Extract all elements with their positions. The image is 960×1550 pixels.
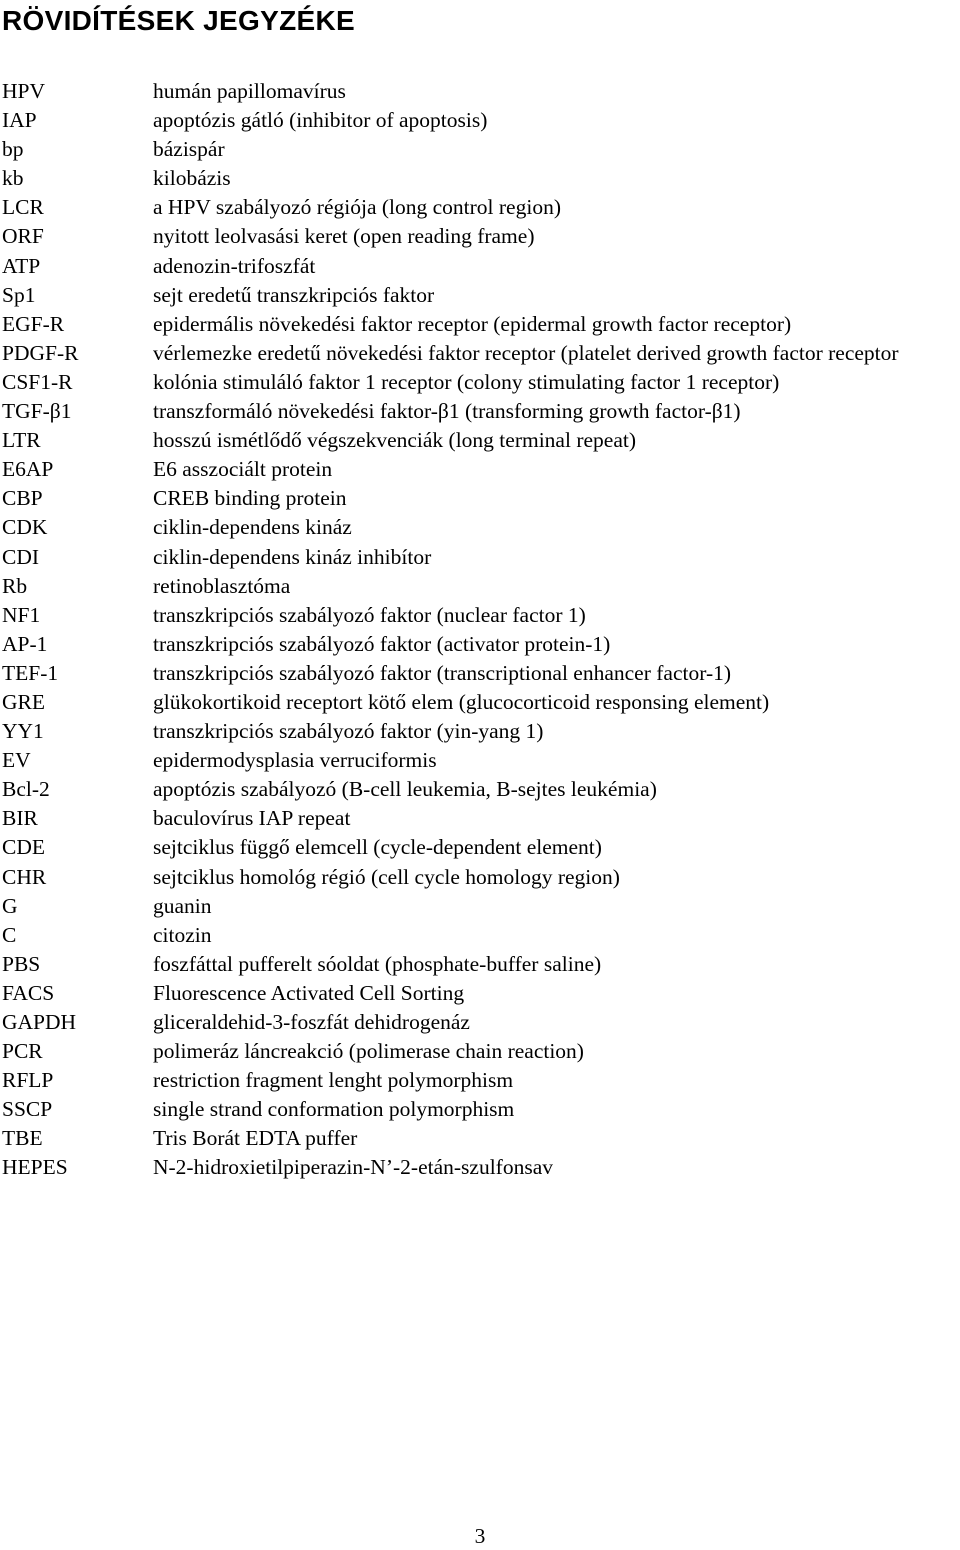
abbreviation-definition: Tris Borát EDTA puffer: [153, 1126, 358, 1151]
abbreviation-term: LCR: [2, 195, 44, 220]
abbreviation-term: G: [2, 893, 18, 918]
abbreviation-term: ATP: [2, 253, 41, 278]
abbreviation-definition: sejt eredetű transzkripciós faktor: [153, 282, 435, 307]
abbreviation-definition: transzkripciós szabályozó faktor (nuclear factor 1): [153, 602, 586, 627]
abbreviation-term: PCR: [2, 1039, 43, 1064]
abbreviation-term: CBP: [2, 486, 43, 511]
abbreviation-term: EGF-R: [2, 311, 65, 336]
abbreviation-definition: E6 asszociált protein: [153, 457, 333, 482]
abbreviation-term: SSCP: [2, 1097, 53, 1122]
abbreviation-definition: kolónia stimuláló faktor 1 receptor (colony stimulating factor 1 receptor): [153, 369, 780, 394]
abbreviation-row: [2, 630, 958, 659]
abbreviation-row: [2, 1037, 958, 1066]
abbreviation-term: HPV: [2, 79, 46, 103]
abbreviation-definition: foszfáttal pufferelt sóoldat (phosphate-buffer saline): [153, 951, 602, 976]
page-title: RÖVIDÍTÉSEK JEGYZÉKE: [2, 5, 355, 36]
abbreviation-definition: polimeráz láncreakció (polimerase chain reaction): [153, 1039, 584, 1064]
abbreviation-row: [2, 717, 958, 746]
abbreviation-definition: citozin: [153, 922, 212, 947]
abbreviation-definition: adenozin-trifoszfát: [153, 253, 316, 278]
abbreviation-row: [2, 659, 958, 688]
abbreviation-row: [2, 106, 958, 135]
abbreviation-row: [2, 804, 958, 833]
abbreviation-definition: nyitott leolvasási keret (open reading frame): [153, 224, 535, 249]
abbreviation-term: Bcl-2: [2, 777, 50, 802]
abbreviation-definition: vérlemezke eredetű növekedési faktor receptor (platelet derived growth factor receptor: [153, 340, 899, 365]
abbreviation-row: [2, 1124, 958, 1153]
abbreviation-term: HEPES: [2, 1155, 68, 1180]
abbreviation-term: RFLP: [2, 1068, 54, 1093]
abbreviation-definition: hosszú ismétlődő végszekvenciák (long terminal repeat): [153, 428, 636, 453]
abbreviation-row: [2, 513, 958, 542]
abbreviation-term: CHR: [2, 864, 47, 889]
abbreviation-row: [2, 979, 958, 1008]
abbreviation-definition: transzkripciós szabályozó faktor (yin-yang 1): [153, 719, 544, 744]
abbreviation-term: GRE: [2, 689, 45, 714]
abbreviation-row: [2, 164, 958, 193]
abbreviation-list: [2, 77, 958, 1183]
abbreviation-row: [2, 77, 958, 106]
abbreviation-term: bp: [2, 137, 24, 162]
abbreviation-definition: epidermodysplasia verruciformis: [153, 748, 437, 773]
abbreviation-term: C: [2, 922, 17, 947]
abbreviation-definition: apoptózis gátló (inhibitor of apoptosis): [153, 108, 488, 133]
abbreviation-term: ORF: [2, 224, 44, 249]
abbreviation-row: [2, 543, 958, 572]
abbreviation-row: [2, 368, 958, 397]
abbreviation-term: NF1: [2, 602, 41, 627]
abbreviation-term: IAP: [2, 108, 37, 133]
abbreviation-row: [2, 1095, 958, 1124]
abbreviation-definition: sejtciklus homológ régió (cell cycle homology region): [153, 864, 620, 889]
abbreviation-definition: baculovírus IAP repeat: [153, 806, 351, 831]
abbreviation-term: CDK: [2, 515, 48, 540]
abbreviation-term: GAPDH: [2, 1010, 77, 1034]
abbreviation-term: E6AP: [2, 457, 54, 482]
abbreviation-term: CDE: [2, 835, 45, 860]
abbreviation-term: TGF-β1: [2, 399, 72, 424]
abbreviation-definition: transzkripciós szabályozó faktor (transcriptional enhancer factor-1): [153, 660, 732, 685]
abbreviation-term: TBE: [2, 1126, 43, 1151]
abbreviation-definition: ciklin-dependens kináz inhibítor: [153, 544, 432, 569]
abbreviation-row: [2, 1008, 958, 1037]
abbreviation-term: YY1: [2, 719, 44, 744]
abbreviation-row: [2, 339, 958, 368]
abbreviation-row: [2, 281, 958, 310]
abbreviation-term: LTR: [2, 428, 41, 453]
abbreviation-term: CSF1-R: [2, 369, 73, 394]
abbreviation-row: [2, 601, 958, 630]
abbreviation-row: [2, 426, 958, 455]
page-number: 3: [474, 1524, 486, 1548]
abbreviation-row: [2, 1153, 958, 1182]
abbreviation-row: [2, 950, 958, 979]
abbreviation-definition: sejtciklus függő elemcell (cycle-dependent element): [153, 835, 602, 860]
abbreviation-definition: humán papillomavírus: [153, 79, 346, 103]
abbreviation-term: Sp1: [2, 282, 36, 307]
abbreviation-row: [2, 688, 958, 717]
abbreviation-definition: transzkripciós szabályozó faktor (activator protein-1): [153, 631, 611, 656]
abbreviation-definition: single strand conformation polymorphism: [153, 1097, 515, 1122]
abbreviation-definition: bázispár: [153, 137, 225, 162]
abbreviation-row: [2, 222, 958, 251]
abbreviation-term: TEF-1: [2, 660, 59, 685]
abbreviation-row: [2, 892, 958, 921]
abbreviation-term: PBS: [2, 951, 41, 976]
abbreviation-definition: glükokortikoid receptort kötő elem (glucocorticoid responsing element): [153, 689, 770, 714]
abbreviation-definition: CREB binding protein: [153, 486, 347, 511]
abbreviation-definition: N-2-hidroxietilpiperazin-N’-2-etán-szulfonsav: [153, 1155, 553, 1180]
abbreviation-row: [2, 484, 958, 513]
abbreviation-definition: retinoblasztóma: [153, 573, 291, 598]
abbreviation-term: EV: [2, 748, 31, 773]
abbreviation-term: AP-1: [2, 631, 48, 656]
abbreviation-definition: restriction fragment lenght polymorphism: [153, 1068, 514, 1093]
abbreviation-definition: Fluorescence Activated Cell Sorting: [153, 980, 465, 1005]
abbreviation-row: [2, 1066, 958, 1095]
abbreviation-definition: kilobázis: [153, 166, 231, 191]
abbreviation-row: [2, 310, 958, 339]
abbreviation-row: [2, 397, 958, 426]
abbreviation-row: [2, 746, 958, 775]
abbreviation-term: kb: [2, 166, 24, 191]
abbreviation-definition: transzformáló növekedési faktor-β1 (transforming growth factor-β1): [153, 399, 741, 424]
abbreviation-row: [2, 775, 958, 804]
abbreviation-row: [2, 833, 958, 862]
abbreviation-term: FACS: [2, 980, 55, 1005]
abbreviation-row: [2, 252, 958, 281]
abbreviation-term: CDI: [2, 544, 40, 569]
abbreviation-definition: apoptózis szabályozó (B-cell leukemia, B-sejtes leukémia): [153, 777, 657, 802]
abbreviation-definition: a HPV szabályozó régiója (long control region): [153, 195, 561, 220]
abbreviation-term: PDGF-R: [2, 340, 79, 365]
abbreviation-row: [2, 455, 958, 484]
abbreviation-row: [2, 572, 958, 601]
abbreviation-term: Rb: [2, 573, 28, 598]
abbreviation-row: [2, 921, 958, 950]
abbreviation-definition: epidermális növekedési faktor receptor (epidermal growth factor receptor): [153, 311, 792, 336]
abbreviation-definition: gliceraldehid-3-foszfát dehidrogenáz: [153, 1010, 470, 1034]
abbreviation-row: [2, 135, 958, 164]
abbreviation-definition: guanin: [153, 893, 212, 918]
abbreviation-row: [2, 193, 958, 222]
abbreviation-row: [2, 863, 958, 892]
abbreviation-term: BIR: [2, 806, 38, 831]
abbreviation-definition: ciklin-dependens kináz: [153, 515, 352, 540]
